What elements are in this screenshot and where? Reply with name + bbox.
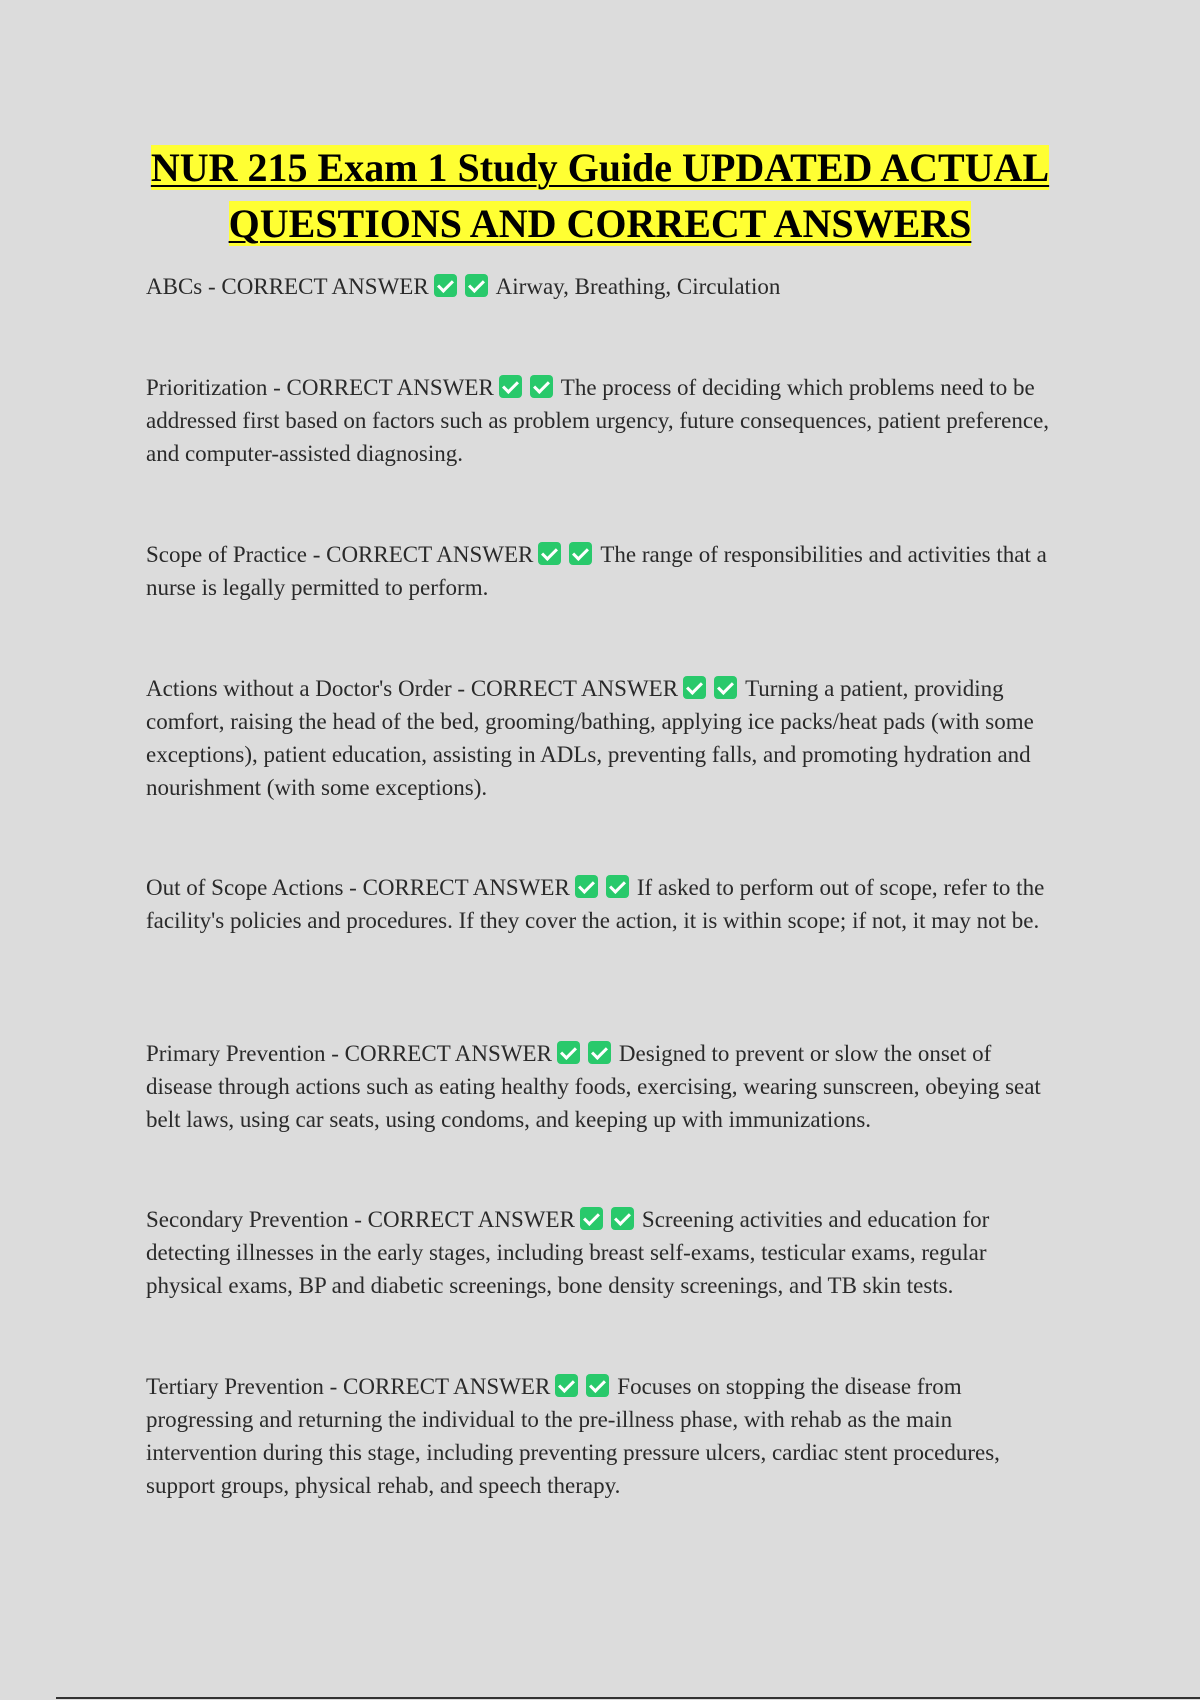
green-checkmark-icon bbox=[606, 875, 629, 898]
green-checkmark-icon bbox=[465, 274, 488, 297]
entry-answer: If asked to perform out of scope, refer to the facility's policies and procedures. If they cover the action, it is within scope; if not, it may not be. bbox=[146, 875, 1045, 933]
entry-term: Prioritization bbox=[146, 375, 268, 400]
entry-separator: - bbox=[348, 1207, 368, 1232]
green-checkmark-icon bbox=[588, 1041, 611, 1064]
entry-abcs bbox=[146, 270, 1056, 303]
entry-answer: Airway, Breathing, Circulation bbox=[495, 274, 781, 299]
entry-secondary-prevention bbox=[146, 1203, 1056, 1302]
entry-separator: - bbox=[343, 875, 363, 900]
green-checkmark-icon bbox=[586, 1374, 609, 1397]
title-line-1: NUR 215 Exam 1 Study Guide UPDATED ACTUAL bbox=[150, 145, 1050, 190]
entry-answer: Turning a patient, providing comfort, raising the head of the bed, grooming/bathing, applying ice packs/heat pads (with some exceptions), patient education, assisting in ADLs, preventing falls, and promoting hydration and nourishment (with some exceptions). bbox=[146, 676, 1034, 800]
entry-answer: The range of responsibilities and activities that a nurse is legally permitted to perform. bbox=[146, 542, 1047, 600]
entry-term: Out of Scope Actions bbox=[146, 875, 344, 900]
entry-prioritization bbox=[146, 371, 1056, 470]
entry-answer: Designed to prevent or slow the onset of disease through actions such as eating healthy foods, exercising, wearing sunscreen, obeying seat belt laws, using car seats, using condoms, and keeping up with immunizations. bbox=[146, 1041, 1041, 1132]
entry-separator: - bbox=[323, 1374, 344, 1399]
green-checkmark-icon bbox=[569, 542, 592, 565]
entry-actions-without-order bbox=[146, 672, 1056, 804]
entry-answer: Focuses on stopping the disease from progressing and returning the individual to the pre-illness phase, with rehab as the main intervention during this stage, including preventing pressure ulcers, cardiac stent procedures, support groups, physical rehab, and speech therapy. bbox=[146, 1374, 1000, 1498]
green-checkmark-icon bbox=[530, 375, 553, 398]
green-checkmark-icon bbox=[580, 1207, 603, 1230]
entry-term: ABCs bbox=[146, 274, 203, 299]
answer-label: CORRECT ANSWER bbox=[286, 375, 494, 400]
entry-primary-prevention bbox=[146, 1037, 1056, 1136]
entry-answer: Screening activities and education for detecting illnesses in the early stages, including breast self-exams, testicular exams, regular physical exams, BP and diabetic screenings, bone density screenings, and TB skin tests. bbox=[146, 1207, 990, 1298]
answer-label: CORRECT ANSWER bbox=[343, 1374, 551, 1399]
title-line-2: QUESTIONS AND CORRECT ANSWERS bbox=[228, 201, 972, 246]
green-checkmark-icon bbox=[714, 676, 737, 699]
entry-separator: - bbox=[306, 542, 327, 567]
green-checkmark-icon bbox=[538, 542, 561, 565]
page-bottom-rule bbox=[56, 1697, 1200, 1699]
entry-out-of-scope bbox=[146, 871, 1056, 937]
green-checkmark-icon bbox=[434, 274, 457, 297]
entry-term: Scope of Practice bbox=[146, 542, 307, 567]
entry-separator: - bbox=[325, 1041, 345, 1066]
entry-term: Tertiary Prevention bbox=[146, 1374, 324, 1399]
entry-term: Primary Prevention bbox=[146, 1041, 326, 1066]
answer-label: CORRECT ANSWER bbox=[367, 1207, 575, 1232]
green-checkmark-icon bbox=[683, 676, 706, 699]
answer-label: CORRECT ANSWER bbox=[344, 1041, 552, 1066]
green-checkmark-icon bbox=[575, 875, 598, 898]
answer-label: CORRECT ANSWER bbox=[470, 676, 679, 701]
entry-answer: The process of deciding which problems need to be addressed first based on factors such as problem urgency, future consequences, patient preference, and computer-assisted diagnosing. bbox=[146, 375, 1050, 466]
entry-term: Actions without a Doctor's Order bbox=[146, 676, 452, 701]
answer-label: CORRECT ANSWER bbox=[221, 274, 429, 299]
answer-label: CORRECT ANSWER bbox=[326, 542, 534, 567]
entry-separator: - bbox=[267, 375, 287, 400]
green-checkmark-icon bbox=[555, 1374, 578, 1397]
entry-term: Secondary Prevention bbox=[146, 1207, 349, 1232]
entry-scope-of-practice bbox=[146, 538, 1056, 604]
page-title bbox=[130, 140, 1070, 252]
entry-separator: - bbox=[202, 274, 222, 299]
green-checkmark-icon bbox=[557, 1041, 580, 1064]
green-checkmark-icon bbox=[499, 375, 522, 398]
entry-separator: - bbox=[451, 676, 471, 701]
answer-label: CORRECT ANSWER bbox=[362, 875, 570, 900]
green-checkmark-icon bbox=[611, 1207, 634, 1230]
entry-tertiary-prevention bbox=[146, 1370, 1056, 1502]
